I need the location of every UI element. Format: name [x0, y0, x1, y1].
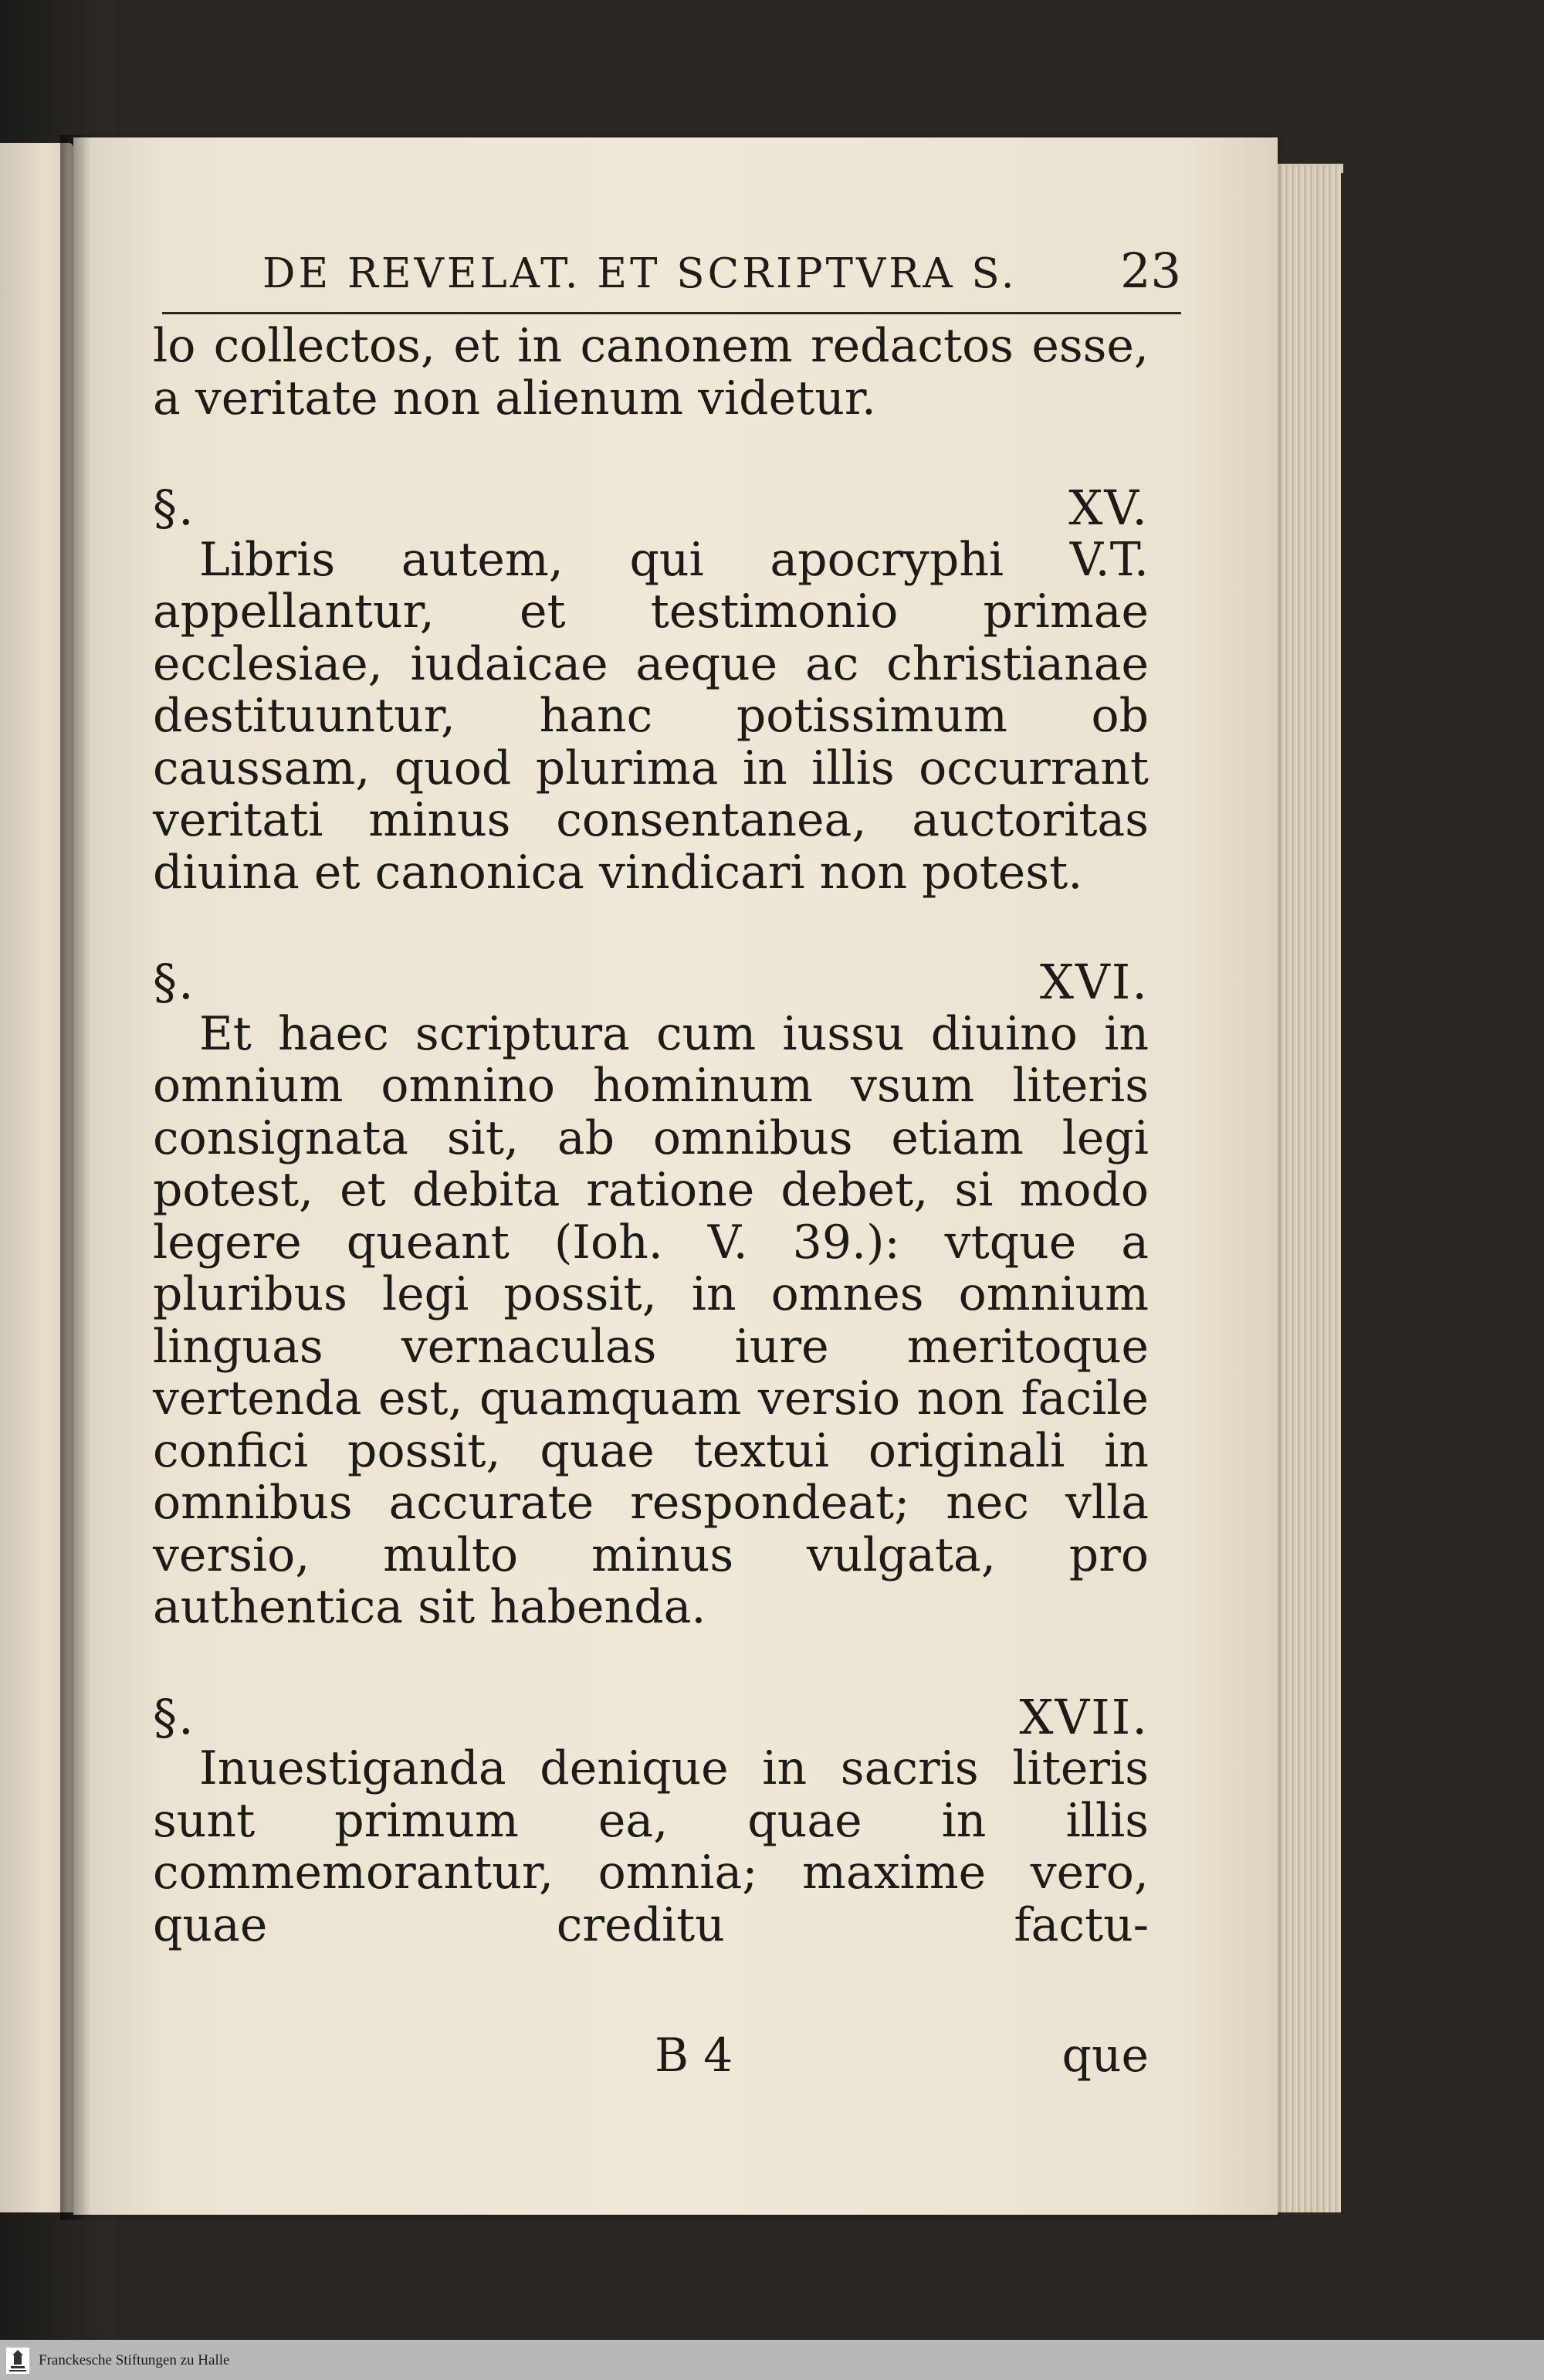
text-block	[153, 320, 1149, 1951]
signature-mark: B 4	[655, 2029, 733, 2083]
library-credit-text: Franckesche Stiftungen zu Halle	[39, 2352, 230, 2368]
section-mark-xvii: §. XVII.	[153, 1688, 1149, 1745]
running-title: DE REVELAT. ET SCRIPTVRA S.	[262, 250, 1017, 297]
head-rule	[162, 312, 1181, 314]
library-credit-bar	[0, 2340, 1544, 2380]
opening-paragraph: lo collectos, et in canonem redactos esse, a veritate non alienum videtur.	[153, 319, 1149, 425]
section-mark-xvi: §. XVI.	[153, 954, 1149, 1010]
page-footer	[153, 2029, 1149, 2090]
paragraph-xv: Libris autem, qui apocryphi V.T. appellantur, et testimonio primae ecclesiae, iudaicae aeque ac christianae destituuntur, hanc potissimum ob caussam, quod plurima in illis occurrant veritati minus consentanea, auctoritas diuina et canonica vindicari non potest.	[153, 532, 1149, 900]
gutter-shadow	[60, 135, 91, 2220]
library-logo-icon	[6, 2348, 29, 2374]
paragraph-xvi: Et haec scriptura cum iussu diuino in omnium omnino hominum vsum literis consignata sit, ab omnibus etiam legi potest, et debita ratione debet, si modo legere queant (Ioh. V. 39.): vtque a pluribus legi possit, in omnes omnium linguas vernaculas iure meritoque vertenda est, quamquam versio non facile confici possit, quae textui originali in omnibus accurate respondeat; nec vlla versio, multo minus vulgata, pro authentica sit habenda.	[153, 1006, 1149, 1634]
paragraph-xvii: Inuestiganda denique in sacris literis sunt primum ea, quae in illis commemorantur, omnia; maxime vero, quae creditu factu-	[153, 1741, 1149, 1952]
section-mark-xv: §. XV.	[153, 480, 1149, 536]
page-number: 23	[1120, 242, 1181, 299]
catchword: que	[1062, 2029, 1149, 2083]
running-head	[162, 239, 1181, 301]
